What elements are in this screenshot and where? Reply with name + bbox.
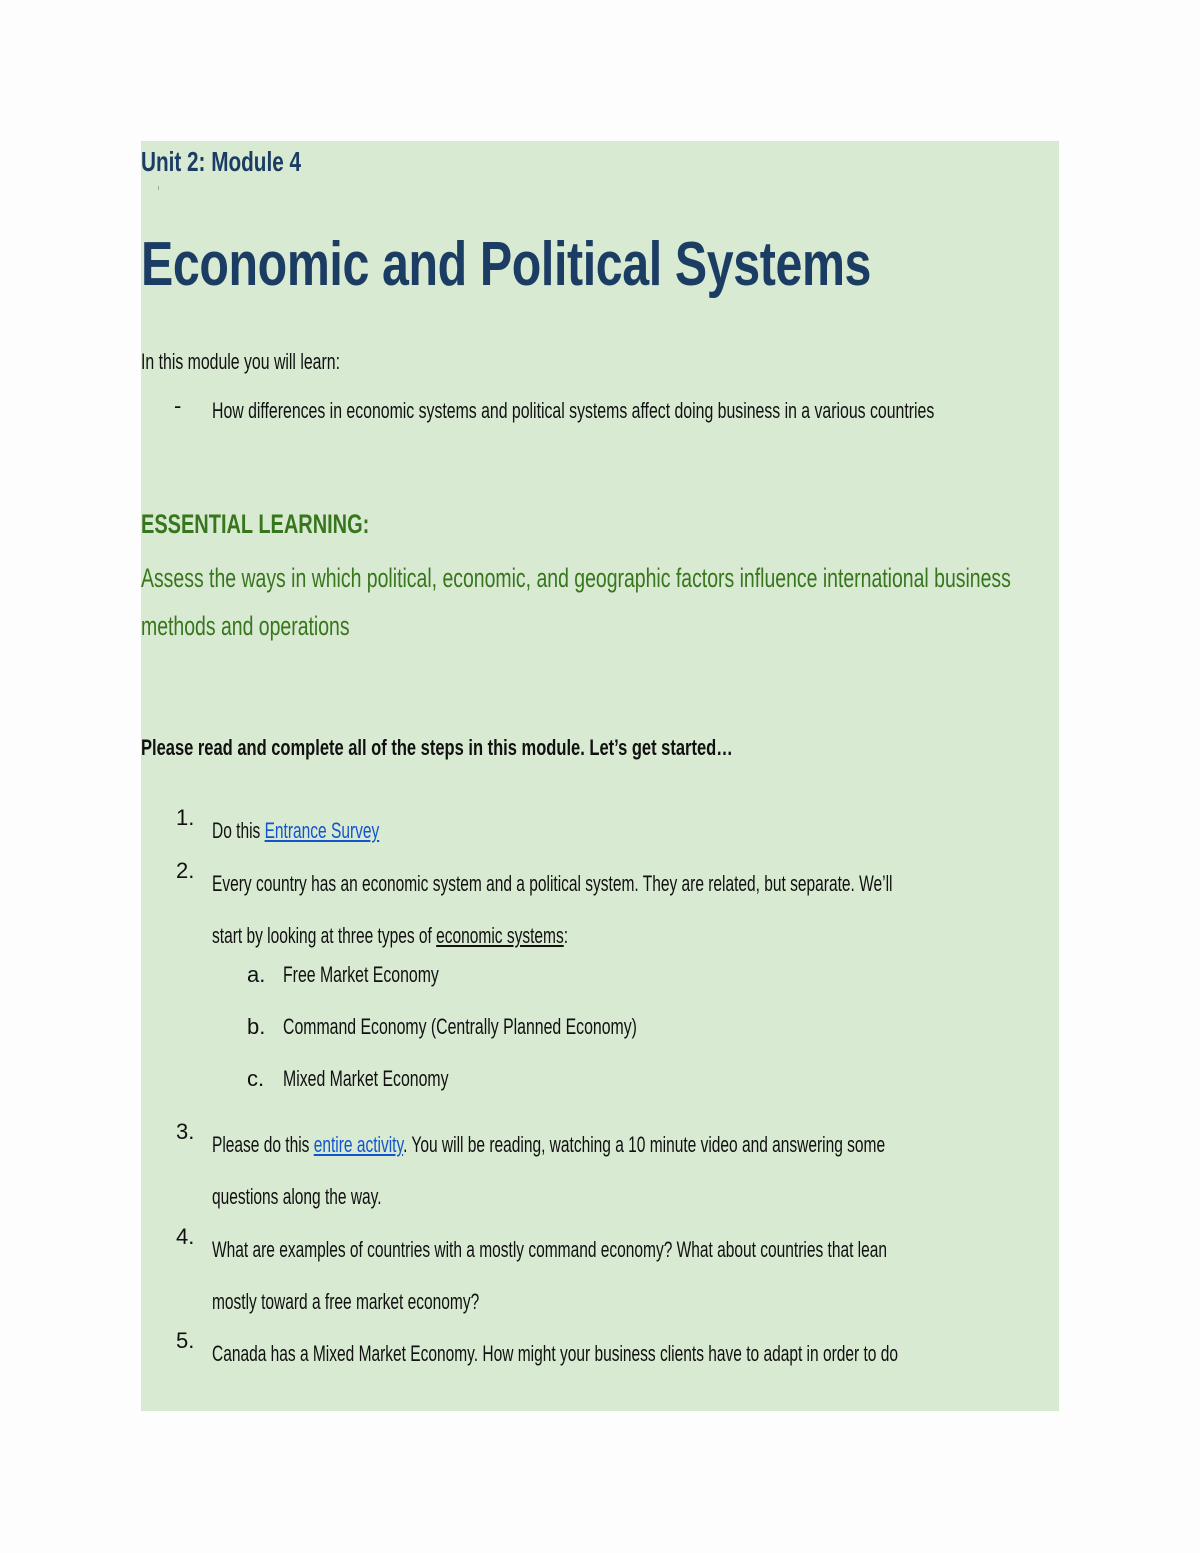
step-line: [212, 805, 1058, 857]
step-line: Every country has an economic system and a political system. They are related, but separate. We’ll: [212, 871, 893, 896]
step-body: [212, 805, 1058, 857]
step-line: [212, 1119, 1058, 1171]
document-content: [141, 141, 1059, 1411]
step-body: [212, 858, 1058, 962]
step-line: questions along the way.: [212, 1184, 382, 1209]
step-text: start by looking at three types of: [212, 923, 437, 948]
step-text: Do this: [212, 818, 265, 843]
stray-mark: [158, 186, 159, 190]
sub-item-text: Free Market Economy: [283, 962, 439, 987]
step-text: :: [563, 923, 569, 948]
learning-bullet-text: How differences in economic systems and political systems affect doing business in a various countries: [212, 398, 935, 423]
page-title: Economic and Political Systems: [141, 230, 872, 299]
instructions-text: Please read and complete all of the steps in this module. Let’s get started…: [141, 735, 733, 760]
sub-item-letter: c.: [247, 1066, 265, 1091]
economic-systems-term: economic systems: [436, 923, 564, 948]
entrance-survey-link[interactable]: Entrance Survey: [264, 818, 380, 843]
essential-learning-heading: ESSENTIAL LEARNING:: [141, 509, 370, 539]
step-number: 5.: [176, 1328, 195, 1353]
step-number: 1.: [176, 805, 195, 830]
step-line: mostly toward a free market economy?: [212, 1289, 480, 1314]
intro-text: In this module you will learn:: [141, 349, 340, 374]
step-body: [212, 1224, 1058, 1328]
step-body: [212, 1328, 1058, 1380]
entire-activity-link[interactable]: entire activity: [313, 1132, 404, 1157]
unit-label: Unit 2: Module 4: [141, 146, 302, 177]
step-5: [141, 1328, 1059, 1411]
step-line: What are examples of countries with a mostly command economy? What about countries that lean: [212, 1237, 888, 1262]
step-4: [141, 1224, 1059, 1334]
step-number: 3.: [176, 1119, 195, 1144]
step-line: Canada has a Mixed Market Economy. How might your business clients have to adapt in order to do: [212, 1341, 898, 1366]
sub-item-letter: a.: [247, 962, 266, 987]
step-line: [212, 910, 1058, 962]
step-3: [141, 1119, 1059, 1229]
step-number: 4.: [176, 1224, 195, 1249]
sub-item-letter: b.: [247, 1014, 266, 1039]
bullet-marker: -: [174, 393, 182, 418]
step-number: 2.: [176, 858, 195, 883]
step-text: Please do this: [212, 1132, 314, 1157]
step-2: [141, 858, 1059, 1108]
sub-item-text: Mixed Market Economy: [283, 1066, 449, 1091]
essential-learning-text: Assess the ways in which political, economic, and geographic factors influence international business methods and operations: [141, 563, 1011, 641]
sub-item-text: Command Economy (Centrally Planned Economy): [283, 1014, 637, 1039]
step-text: . You will be reading, watching a 10 minute video and answering some: [403, 1132, 886, 1157]
step-body: [212, 1119, 1058, 1223]
